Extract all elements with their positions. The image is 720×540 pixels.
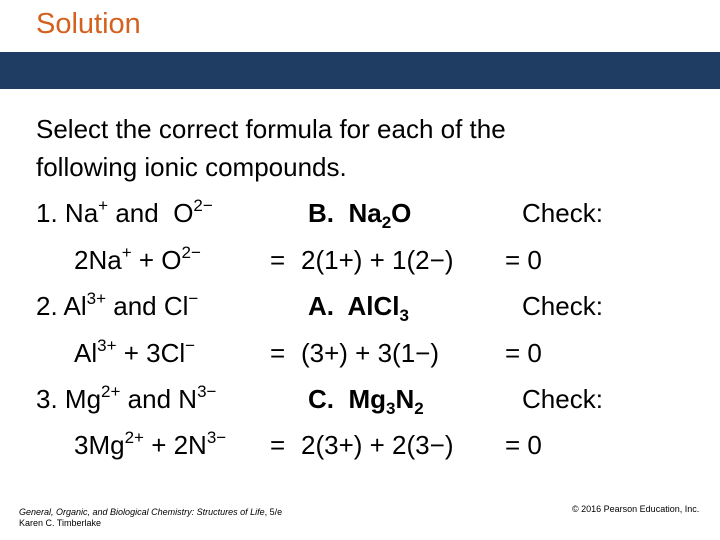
problem-1-calc-lhs	[74, 245, 201, 275]
book-title: General, Organic, and Biological Chemistry: Structures of Life	[19, 507, 265, 517]
formula-text: Mg	[348, 384, 386, 414]
answer-formula	[348, 198, 412, 233]
cation: Al	[63, 291, 87, 321]
formula-text: Na	[348, 198, 382, 228]
book-edition: , 5/e	[264, 507, 283, 517]
anion: N	[178, 384, 198, 414]
problem-number: 1.	[36, 198, 58, 228]
check-label: Check:	[522, 384, 603, 414]
check-label: Check:	[522, 291, 603, 321]
formula-text: + 3Cl	[116, 338, 186, 368]
formula-text: N	[395, 384, 415, 414]
conjunction: and	[115, 198, 159, 228]
footer-author: Karen C. Timberlake	[19, 518, 102, 528]
problem-2-ions	[36, 291, 198, 321]
formula-subscript: 2	[414, 399, 424, 419]
problem-3-ions	[36, 384, 216, 414]
slide-title: Solution	[36, 8, 141, 40]
conjunction: and	[127, 384, 172, 414]
answer-formula	[347, 291, 409, 326]
calc-equals: =	[270, 430, 286, 460]
anion-charge: −	[188, 289, 199, 309]
intro-line-2: following ionic compounds.	[36, 152, 347, 182]
cation-charge: 3+	[86, 289, 106, 309]
problem-1-calc-rhs: 2(1+) + 1(2−)	[301, 245, 454, 275]
answer-letter: C.	[308, 384, 334, 414]
cation-charge: 2+	[101, 382, 121, 402]
formula-text: 2Na	[74, 245, 122, 275]
cation: Mg	[64, 384, 102, 414]
answer-letter: A.	[308, 291, 334, 321]
formula-text: AlCl	[347, 291, 400, 321]
problem-3-calc-lhs	[74, 430, 226, 460]
formula-subscript: 2	[381, 213, 392, 233]
formula-text: + 2N	[143, 430, 207, 460]
calc-result: = 0	[505, 430, 542, 460]
formula-subscript: 3	[386, 399, 396, 419]
anion: O	[173, 198, 194, 228]
formula-charge: 2−	[181, 243, 201, 263]
problem-3-answer	[308, 384, 424, 419]
cation-charge: +	[98, 196, 109, 216]
formula-charge: 3+	[97, 336, 117, 356]
calc-result: = 0	[505, 338, 542, 368]
formula-text: 3Mg	[74, 430, 125, 460]
answer-letter: B.	[308, 198, 334, 228]
anion: Cl	[163, 291, 189, 321]
problem-number: 3.	[36, 384, 58, 414]
calc-equals: =	[270, 245, 286, 275]
problem-1-ions	[36, 198, 213, 228]
formula-charge: 3−	[206, 428, 227, 448]
footer-book	[19, 507, 282, 518]
calc-result: = 0	[505, 245, 542, 275]
answer-formula	[348, 384, 424, 419]
formula-text: + O	[131, 245, 182, 275]
anion-charge: 2−	[193, 196, 213, 216]
formula-text: Al	[74, 338, 98, 368]
problem-2-calc-rhs: (3+) + 3(1−)	[301, 338, 440, 368]
cation: Na	[64, 198, 99, 228]
footer-copyright: © 2016 Pearson Education, Inc.	[572, 504, 700, 514]
conjunction: and	[113, 291, 157, 321]
problem-3-calc-rhs: 2(3+) + 2(3−)	[301, 430, 454, 460]
problem-2-calc-lhs	[74, 338, 195, 368]
intro-line-1: Select the correct formula for each of the	[36, 114, 506, 144]
calc-equals: =	[270, 338, 286, 368]
problem-1-answer	[308, 198, 412, 233]
formula-subscript: 3	[399, 306, 409, 326]
header-bar	[0, 52, 720, 89]
formula-charge: +	[121, 243, 132, 263]
formula-charge: −	[185, 336, 196, 356]
check-label: Check:	[522, 198, 603, 228]
problem-2-answer	[308, 291, 409, 326]
formula-charge: 2+	[124, 428, 144, 448]
problem-number: 2.	[36, 291, 58, 321]
anion-charge: 3−	[197, 382, 217, 402]
formula-text: O	[391, 198, 412, 228]
